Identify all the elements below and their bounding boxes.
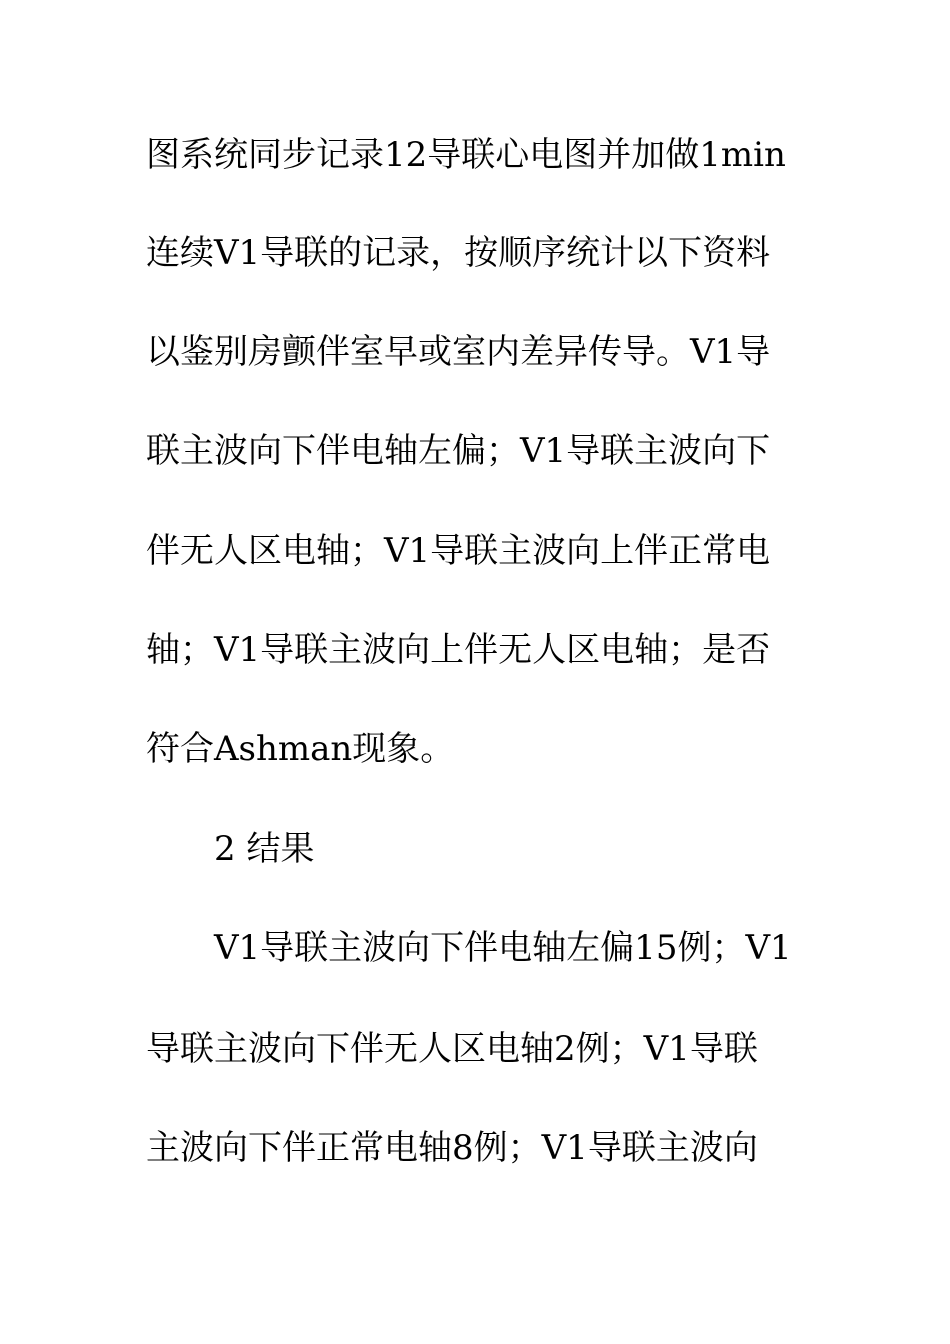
text-line: 符合Ashman现象。 bbox=[146, 729, 455, 769]
text-line: 图系统同步记录12导联心电图并加做1min bbox=[146, 135, 786, 175]
section-heading: 2 结果 bbox=[214, 829, 315, 869]
text-line: V1导联主波向下伴电轴左偏15例；V1 bbox=[214, 928, 792, 968]
text-line: 以鉴别房颤伴室早或室内差异传导。V1导 bbox=[146, 332, 771, 372]
text-line: 连续V1导联的记录，按顺序统计以下资料 bbox=[146, 233, 771, 273]
text-line: 主波向下伴正常电轴8例；V1导联主波向 bbox=[146, 1128, 758, 1168]
text-line: 伴无人区电轴；V1导联主波向上伴正常电 bbox=[146, 531, 771, 571]
text-line: 联主波向下伴电轴左偏；V1导联主波向下 bbox=[146, 431, 771, 471]
text-line: 导联主波向下伴无人区电轴2例；V1导联 bbox=[146, 1029, 758, 1069]
text-line: 轴；V1导联主波向上伴无人区电轴；是否 bbox=[146, 630, 771, 670]
